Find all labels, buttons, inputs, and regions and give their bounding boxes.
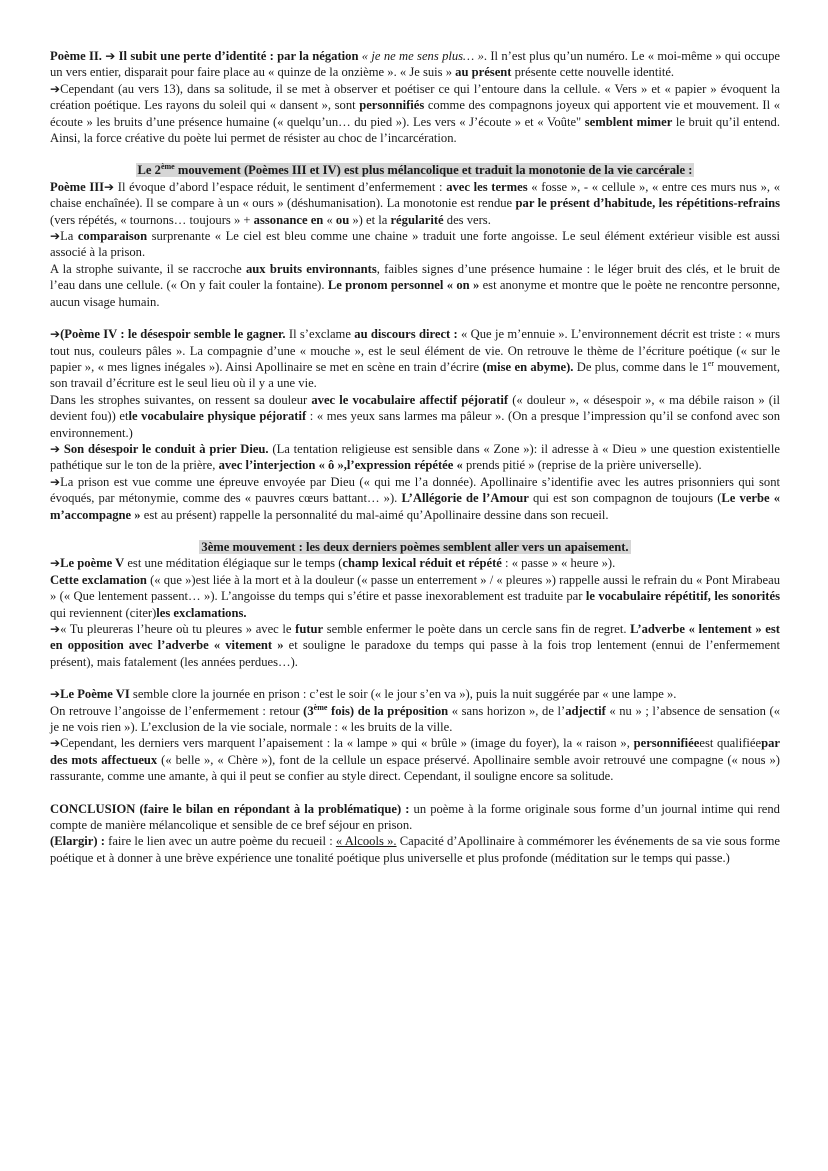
spacer [50,670,780,686]
body-text: Cependant, les derniers vers marquent l’apaisement : la « lampe » qui « brûle » (image du foyer), la « raison », [60,736,634,751]
bold-text: personnifiés [359,98,425,113]
paragraph-angoisse [50,703,780,736]
arrow-right-icon: ➔ [105,49,116,63]
body-text: Dans les strophes suivantes, on ressent sa douleur [50,392,312,407]
arrow-right-icon: ➔ [50,81,61,96]
body-text: Il s’exclame [285,327,355,342]
heading-mouvement-2 [50,162,780,178]
superscript: ème [313,702,328,712]
body-text: « Que je m’ennuie ». L’environnement décrit est triste : « murs tout nus, couleurs pâles ». La compagnie d’une « mouche », est le seul élément de vie. On retrouve le thème de l’écriture poétique (« sur le papier », « mes lignes inégales »). Ainsi Apollinaire se met en scène en train d’écrire [50,327,780,374]
bold-text: (faire le bilan en répondant à la problématique) : [135,801,410,816]
body-text: « nu » ; l’absence de sensation (« je ne vois rien »). L’exclusion de la vie sociale, normale : « les bruits de la ville. [50,703,780,735]
body-text: qui reviennent (citer) [50,605,157,620]
body-text: ») et la [349,212,391,227]
body-text: est qualifiée [699,736,762,751]
body-text: : « passe » « heure »). [501,556,616,571]
paragraph-poeme-6 [50,686,780,702]
arrow-right-icon: ➔ [50,622,61,636]
bold-text: champ lexical réduit et répété [342,556,502,571]
bold-text: avec le vocabulaire affectif péjoratif [311,392,509,407]
arrow-right-icon: ➔ [50,687,61,702]
paragraph-priere [50,441,780,474]
bold-text: fois) de la préposition [327,703,449,718]
bold-text: Le poème V [60,556,125,571]
bold-text: L’Allégorie de l’Amour [401,491,529,506]
body-text: « fosse », - « cellule », « entre ces murs nus », « chaise enchaînée). Il se compare à un « ours » (déshumanisation). La monotonie est rendue [50,179,780,211]
bold-text: Il subit une perte d’identité : par la négation [115,49,362,63]
bold-text: régularité [390,212,444,227]
body-text: (« belle », « Chère »), font de la cellule un espace préservé. Apollinaire semble avoir retrouvé une compagne (« nous ») rassurante, comme une amante, à qui il peut se confier au style direct. Cependant, il souligne encore sa solitude. [50,752,780,784]
bold-text: avec l’interjection « ô »,l’expression répétée « [218,458,463,473]
superscript: er [707,358,715,368]
bold-text: Le pronom personnel « on » [327,278,480,293]
highlighted-heading: 3ème mouvement : les deux derniers poèmes semblent aller vers un apaisement. [201,539,629,554]
bold-text: avec les termes [446,179,528,194]
bold-text: aux bruits environnants [245,261,377,276]
body-text: des vers. [443,212,491,227]
paragraph-apaisement [50,735,780,784]
bold-text: Son désespoir le conduit à prier Dieu. [60,441,269,456]
bold-text: au discours direct : [354,327,458,342]
bold-text: au présent [455,65,512,80]
body-text: « sans horizon », de l’ [448,703,566,718]
highlighted-heading [136,163,695,177]
body-text: Il évoque d’abord l’espace réduit, le sentiment d’enfermement : [114,179,447,194]
body-text: semble clore la journée en prison : c’est le soir (« le jour s’en va »), puis la nuit suggérée par « une lampe ». [129,687,677,702]
body-text: . Il n’est plus qu’un numéro. Le « moi-même » qui occupe un vers entier, disparait pour faire place au « quinze de la onzième ». « Je suis » [50,49,780,80]
paragraph-poeme-2 [50,48,780,81]
body-text: De plus, comme dans le 1 [573,359,708,374]
bold-text: personnifiée [633,736,700,751]
bold-text: par le présent d’habitude, les répétitions-refrains [515,196,780,211]
bold-text: comparaison [77,229,148,244]
italic-quote: « je ne me sens plus… » [361,49,484,63]
body-text: mouvement, son travail d’écriture est le seul lieu où il y a une vie. [50,359,780,391]
bold-text: le vocabulaire physique péjoratif [128,409,307,424]
body-text: (« douleur », « désespoir », « ma débile raison » (il devient fou)) et [50,392,780,424]
body-text: présente cette nouvelle identité. [511,65,675,80]
body-text: (« que »)est liée à la mort et à la douleur (« passe un enterrement » / « pleures ») rappelle aussi le refrain du « Pont Mirabeau » (« Que lentement passent… »). L’angoisse du temps qui s’étire et passe inexorablement est traduite par [50,572,781,604]
bold-text: le vocabulaire répétitif, les sonorités [585,589,780,604]
spacer [50,310,780,326]
spacer [50,523,780,539]
bold-text: (Poème IV : le désespoir semble le gagner. [60,327,286,342]
heading-mouvement-3 [50,539,780,555]
body-text: Capacité d’Apollinaire à commémorer les événements de sa vie sous forme poétique et à donner à une brève expérience une tonalité poétique plus universelle et plus profonde (méditation sur le temps qui passe.) [50,834,780,865]
body-text: (La tentation religieuse est sensible dans « Zone »): il adresse à « Dieu » une question existentielle pathétique sur le ton de la prière, [50,441,780,473]
bold-text: (3 [303,703,314,718]
body-text: : « mes yeux sans larmes ma pâleur ». (On a presque l’impression qu’il se confond avec son environnement.) [50,409,780,440]
arrow-right-icon: ➔ [50,736,61,751]
body-text: La prison est vue comme une épreuve envoyée par Dieu (« qui me l’a donnée). Apollinaire s’identifie avec les autres prisonniers qui sont évoqués, par métonymie, comme des « pauvres cœurs battant… »). [50,474,780,506]
body-text: le bruit qu’il entend. Ainsi, la force créative du poète lui permet de résister au choc de l’incarcération. [50,114,780,146]
paragraph-strophes-suivantes [50,392,780,441]
body-text: un poème à la forme originale sous forme d’un journal intime qui rend compte de manière mélancolique et sensible de ce bref séjour en prison. [50,801,780,833]
arrow-right-icon: ➔ [50,229,61,244]
paragraph-poeme-5 [50,555,780,571]
arrow-right-icon: ➔ [50,556,61,571]
paragraph-cependant-vers-13 [50,81,780,147]
bold-text: Cette exclamation [50,572,147,587]
heading-text: Le 2 [137,163,161,178]
underlined-title: « Alcools ». [335,834,397,849]
bold-text: semblent mimer [584,114,673,129]
bold-text: assonance en [253,212,324,227]
arrow-right-icon: ➔ [50,474,61,489]
section-label: (Elargir) : [50,834,105,849]
document-page [50,48,780,866]
body-text: « [323,212,336,227]
arrow-right-icon: ➔ [50,441,61,456]
bold-text: L’adverbe « lentement » est en opposition avec l’adverbe « vitement » [50,622,780,653]
spacer [50,146,780,162]
body-text: (vers répétés, « tournons… toujours » + [50,212,254,227]
body-text: La [60,229,78,244]
paragraph-futur [50,621,780,670]
bold-text: Le verbe « m’accompagne » [50,491,781,522]
body-text: comme des compagnons joyeux qui apportent vie et mouvement. Il « écoute » les bruits d’une présence humaine (« quelqu’un… du pied »). Les vers « J’écoute » et « Voûte" [50,98,780,129]
body-text: qui est son compagnon de toujours ( [528,491,722,506]
superscript: ème [160,162,175,172]
bold-text: ou [335,212,350,227]
bold-text: les exclamations. [156,605,247,620]
body-text: et souligne le paradoxe du temps qui passe à la fois trop lentement (ennui de l’enfermement présent), mais fatalement (les années perdues…). [50,638,780,669]
body-text: semble enfermer le poète dans un cercle sans fin de regret. [323,622,631,636]
bold-text: par des mots affectueux [50,736,780,767]
body-text: surprenante « Le ciel est bleu comme une chaine » traduit une forte angoisse. Le seul élément extérieur visible est aussi associé à la prison. [50,229,780,260]
paragraph-conclusion [50,801,780,834]
section-label: CONCLUSION [50,801,136,816]
body-text: est au présent) rappelle la personnalité du mal-aimé qu’Apollinaire dessine dans son recueil. [140,507,609,522]
paragraph-poeme-3 [50,179,780,228]
paragraph-comparaison [50,228,780,261]
body-text: est anonyme et montre que le poète ne rencontre personne, aucun visage humain. [50,278,780,309]
body-text: faire le lien avec un autre poème du recueil : [104,834,336,849]
arrow-right-icon: ➔ [104,179,115,194]
paragraph-poeme-4 [50,326,780,392]
paragraph-exclamation [50,572,780,621]
body-text: , faibles signes d’une présence humaine : le léger bruit des clés, et le bruit de l’eau dans une cellule. (« On y fait couler la fontaine). [50,261,780,293]
body-text: prends pitié » (reprise de la prière universelle). [462,458,702,473]
body-text: A la strophe suivante, il se raccroche [50,261,246,276]
paragraph-strophe-suivante [50,261,780,310]
arrow-right-icon: ➔ [50,327,61,342]
section-label: Poème II. [50,49,106,63]
paragraph-elargir [50,833,780,866]
body-text: « Tu pleureras l’heure où tu pleures » avec le [60,622,296,636]
body-text: Cependant (au vers 13), dans sa solitude, il se met à observer et poétiser ce qui l’entoure dans la cellule. « Vers » et « papier » évoquent la création poétique. Les rayons du soleil qui « dansent », sont [50,81,780,113]
heading-text: mouvement (Poèmes III et IV) est plus mélancolique et traduit la monotonie de la vie carcérale : [174,163,693,178]
section-label: Poème III [50,179,105,194]
bold-text: (mise en abyme). [482,359,574,374]
spacer [50,785,780,801]
body-text: est une méditation élégiaque sur le temps ( [124,556,343,571]
bold-text: Le Poème VI [60,687,130,702]
bold-text: adjectif [565,703,606,718]
bold-text: futur [295,622,324,636]
paragraph-epreuve [50,474,780,523]
body-text: On retrouve l’angoisse de l’enfermement : retour [50,703,304,718]
